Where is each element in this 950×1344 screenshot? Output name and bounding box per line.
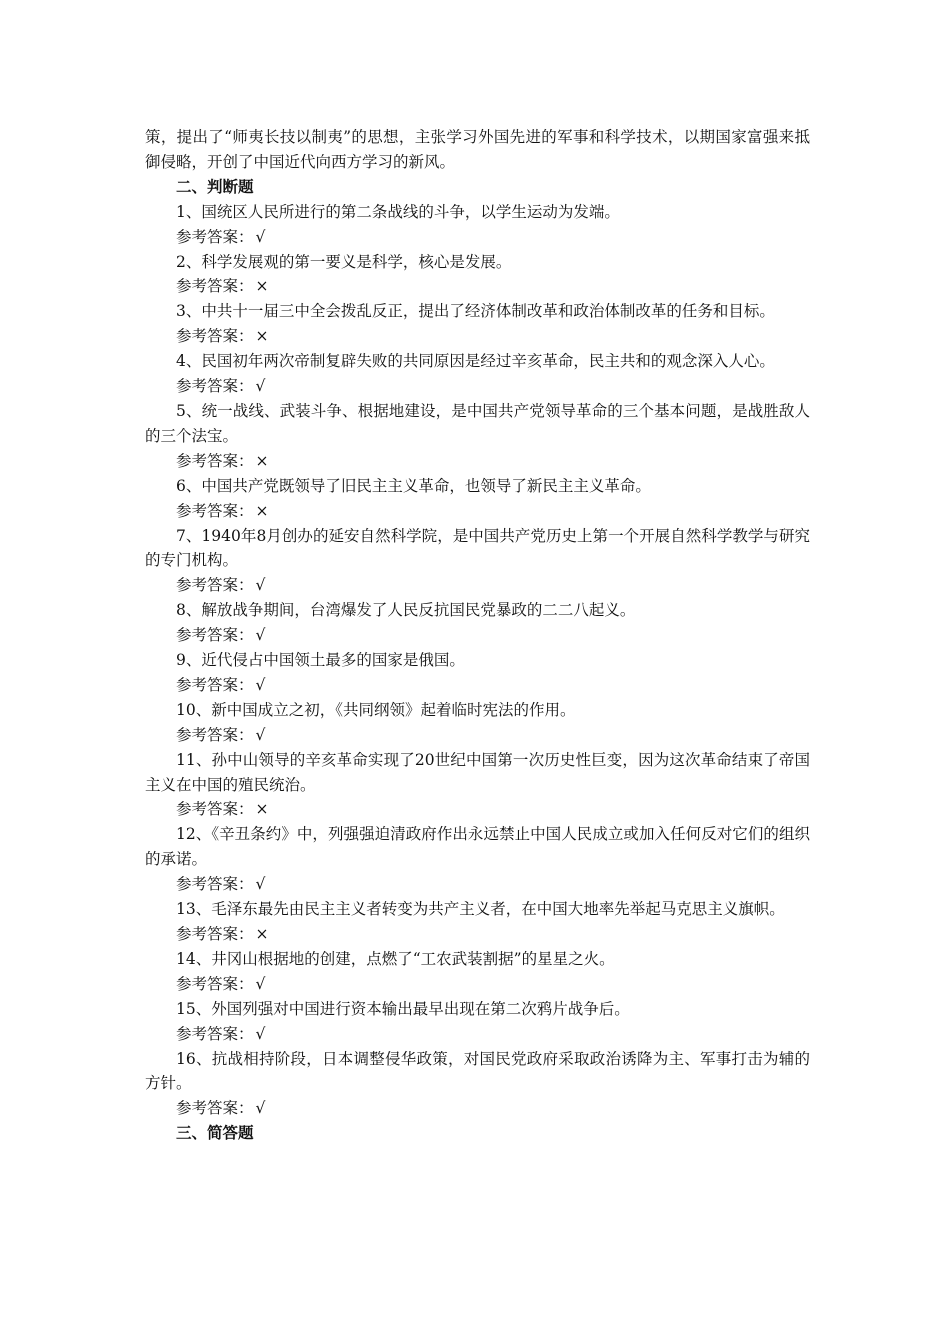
question-text: 6、中国共产党既领导了旧民主主义革命，也领导了新民主主义革命。 [176, 476, 651, 495]
answer-label: 参考答案： [176, 1099, 254, 1118]
answer-line [145, 225, 810, 250]
answer-line [145, 872, 810, 897]
answer-label: 参考答案： [176, 725, 254, 744]
cross-mark-icon: × [255, 800, 269, 819]
check-mark-icon: √ [255, 974, 266, 993]
document-page [145, 125, 810, 1146]
question-text: 1、国统区人民所进行的第二条战线的斗争，以学生运动为发端。 [176, 202, 620, 221]
check-mark-icon: √ [255, 1024, 266, 1043]
check-mark-icon: √ [255, 875, 266, 894]
check-mark-icon: √ [255, 675, 266, 694]
answer-line [145, 324, 810, 349]
answer-line [145, 972, 810, 997]
answer-line [145, 274, 810, 299]
answer-label: 参考答案： [176, 327, 254, 346]
question-text: 8、解放战争期间，台湾爆发了人民反抗国民党暴政的二二八起义。 [176, 601, 636, 620]
check-mark-icon: √ [255, 725, 266, 744]
question-text: 5、统一战线、武装斗争、根据地建设，是中国共产党领导革命的三个基本问题，是战胜敌人的三个法宝。 [145, 401, 810, 445]
section-heading-judgment: 二、判断题 [176, 176, 254, 196]
question-text: 4、民国初年两次帝制复辟失败的共同原因是经过辛亥革命，民主共和的观念深入人心。 [176, 352, 775, 371]
cross-mark-icon: × [255, 501, 269, 520]
check-mark-icon: √ [255, 626, 266, 645]
check-mark-icon: √ [255, 1099, 266, 1118]
question-text: 13、毛泽东最先由民主主义者转变为共产主义者，在中国大地率先举起马克思主义旗帜。 [176, 900, 785, 919]
cross-mark-icon: × [255, 327, 269, 346]
answer-label: 参考答案： [176, 1024, 254, 1043]
cross-mark-icon: × [255, 451, 269, 470]
question-text: 3、中共十一届三中全会拨乱反正，提出了经济体制改革和政治体制改革的任务和目标。 [176, 302, 775, 321]
answer-label: 参考答案： [176, 675, 254, 694]
answer-label: 参考答案： [176, 974, 254, 993]
answer-label: 参考答案： [176, 925, 254, 943]
question-text: 10、新中国成立之初，《共同纲领》起着临时宪法的作用。 [176, 700, 576, 719]
question-text: 14、井冈山根据地的创建，点燃了“工农武装割据”的星星之火。 [176, 949, 615, 968]
question-list [145, 200, 810, 1122]
answer-label: 参考答案： [176, 626, 254, 645]
intro-paragraph: 策，提出了“师夷长技以制夷”的思想，主张学习外国先进的军事和科学技术，以期国家富强来抵御侵略，开创了中国近代向西方学习的新风。 [145, 128, 810, 171]
answer-label: 参考答案： [176, 227, 254, 246]
check-mark-icon: √ [255, 377, 266, 396]
question-text: 12、《辛丑条约》中，列强强迫清政府作出永远禁止中国人民成立或加入任何反对它们的组织的承诺。 [145, 825, 810, 869]
answer-line [145, 1096, 810, 1121]
answer-line [145, 797, 810, 822]
check-mark-icon: √ [255, 227, 266, 246]
cross-mark-icon: × [255, 925, 269, 943]
answer-line [145, 1022, 810, 1047]
answer-line [145, 723, 810, 748]
question-text: 16、抗战相持阶段，日本调整侵华政策，对国民党政府采取政治诱降为主、军事打击为辅的方针。 [145, 1049, 810, 1093]
answer-line [145, 449, 810, 474]
section-heading-short-answer: 三、简答题 [176, 1123, 254, 1143]
answer-label: 参考答案： [176, 451, 254, 470]
answer-line [145, 922, 810, 947]
answer-label: 参考答案： [176, 800, 254, 819]
answer-line [145, 374, 810, 399]
answer-label: 参考答案： [176, 501, 254, 520]
answer-label: 参考答案： [176, 377, 254, 396]
answer-line [145, 573, 810, 598]
answer-label: 参考答案： [176, 576, 254, 595]
check-mark-icon: √ [255, 576, 266, 595]
question-text: 9、近代侵占中国领土最多的国家是俄国。 [176, 651, 465, 670]
answer-label: 参考答案： [176, 875, 254, 894]
question-text: 7、1940年8月创办的延安自然科学院，是中国共产党历史上第一个开展自然科学教学与研究的专门机构。 [145, 526, 810, 570]
answer-line [145, 673, 810, 698]
question-text: 2、科学发展观的第一要义是科学，核心是发展。 [176, 252, 512, 271]
question-text: 15、外国列强对中国进行资本输出最早出现在第二次鸦片战争后。 [176, 999, 630, 1018]
question-text: 11、孙中山领导的辛亥革命实现了20世纪中国第一次历史性巨变，因为这次革命结束了帝国主义在中国的殖民统治。 [145, 750, 810, 794]
cross-mark-icon: × [255, 277, 269, 296]
answer-line [145, 499, 810, 524]
answer-label: 参考答案： [176, 277, 254, 296]
answer-line [145, 623, 810, 648]
